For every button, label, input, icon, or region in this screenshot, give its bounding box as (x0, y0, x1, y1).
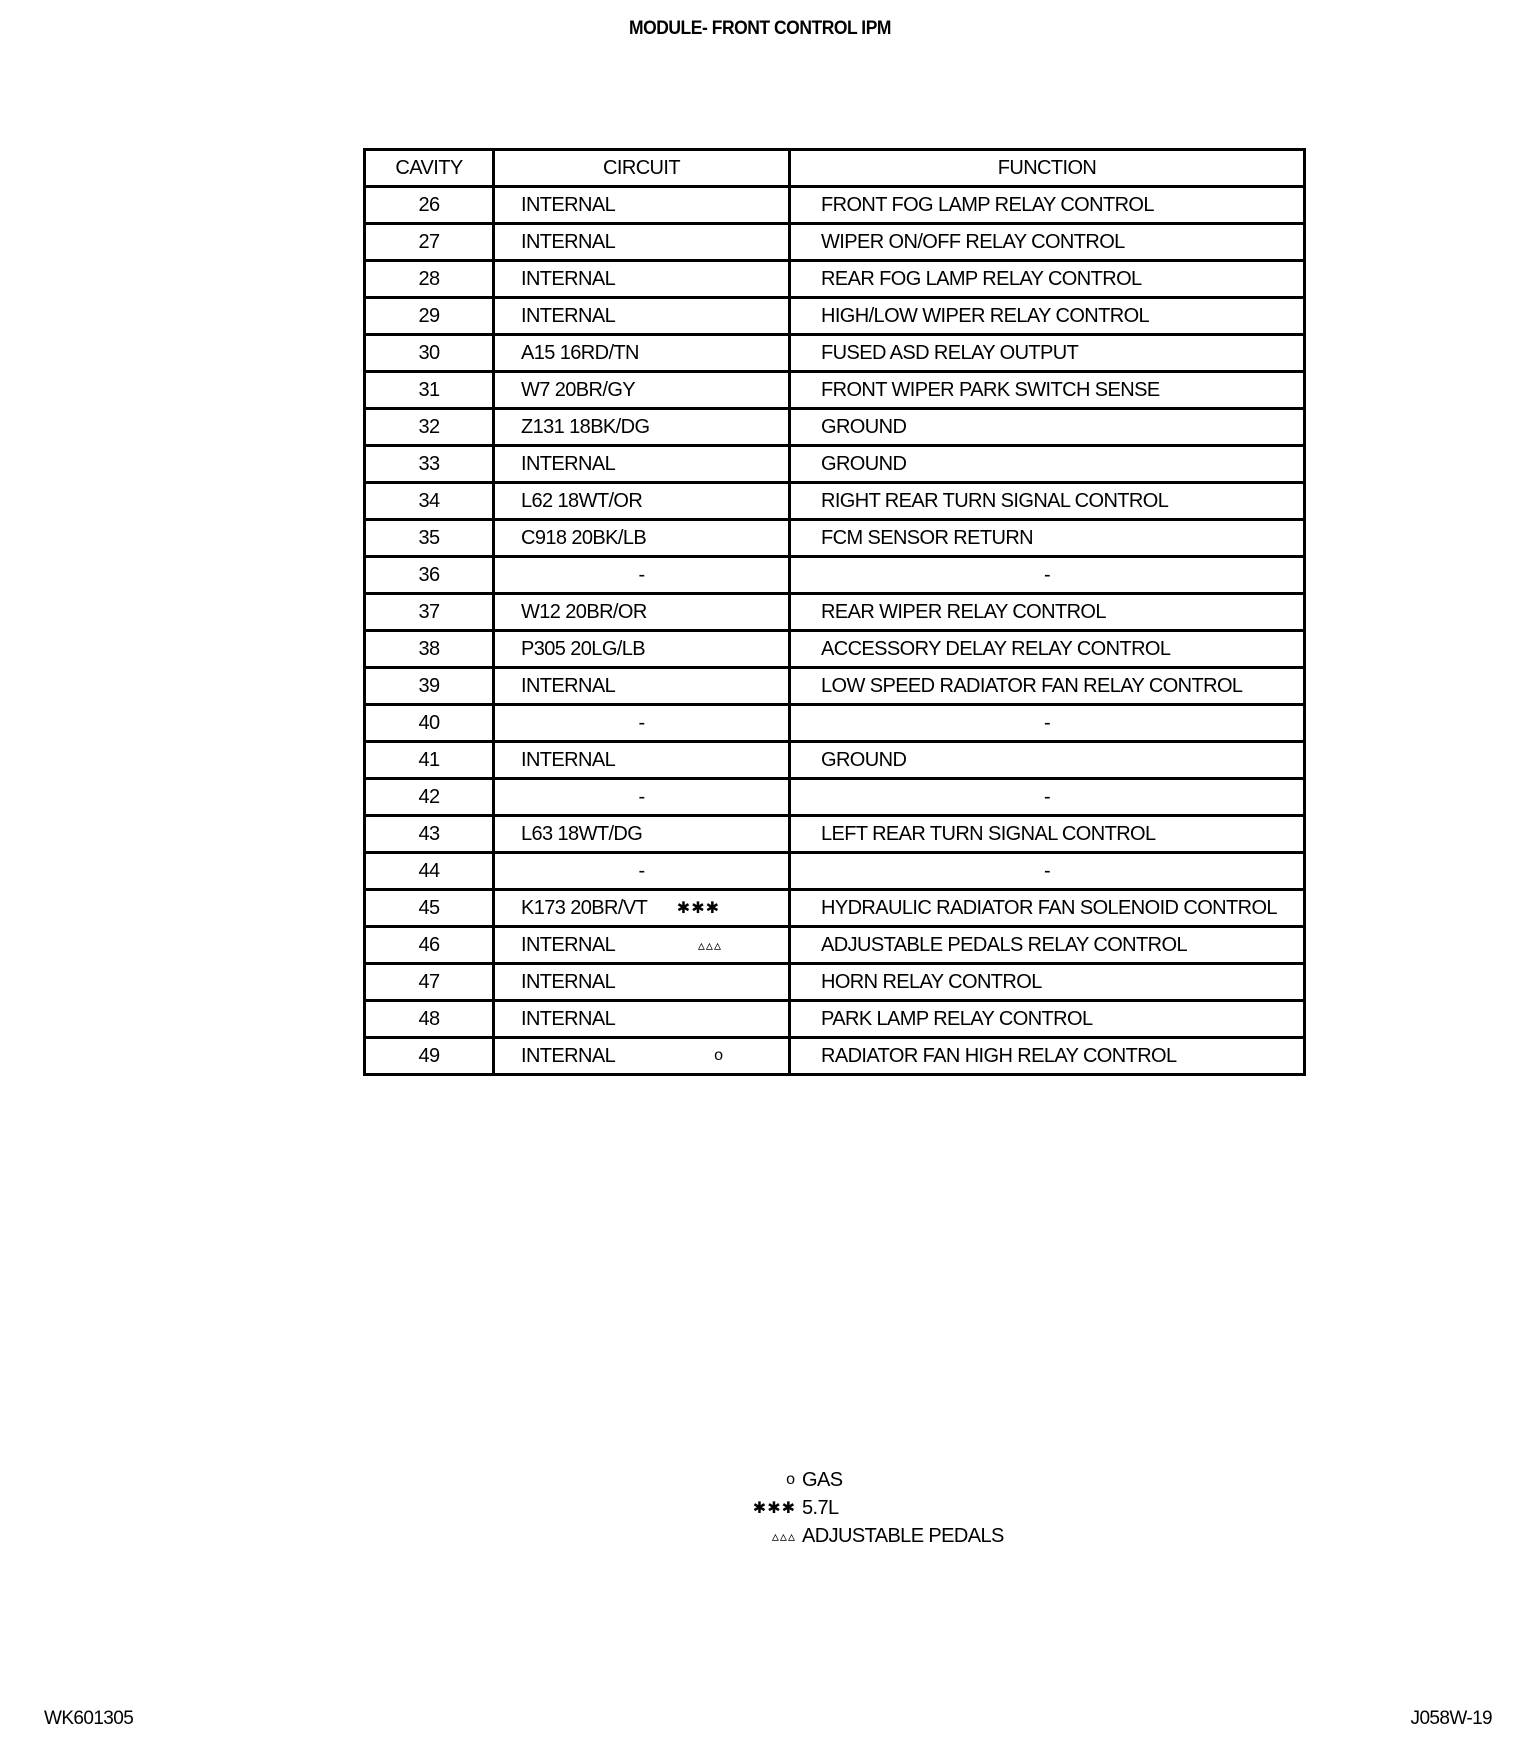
header-function: FUNCTION (790, 150, 1305, 187)
table-row (365, 261, 1305, 298)
circuit-text: Z131 18BK/DG (521, 415, 650, 438)
table-row (365, 927, 1305, 964)
function-text: RADIATOR FAN HIGH RELAY CONTROL (821, 1044, 1177, 1067)
function-cell (790, 705, 1305, 742)
cavity-cell: 46 (365, 927, 494, 964)
function-text: - (1043, 859, 1051, 882)
cavity-cell: 31 (365, 372, 494, 409)
table-row (365, 372, 1305, 409)
cavity-cell: 41 (365, 742, 494, 779)
function-text: - (1043, 563, 1051, 586)
cavity-cell: 48 (365, 1001, 494, 1038)
cavity-cell: 30 (365, 335, 494, 372)
function-text: GROUND (821, 452, 907, 475)
circuit-cell (494, 557, 790, 594)
function-text: HYDRAULIC RADIATOR FAN SOLENOID CONTROL (821, 896, 1277, 919)
circuit-cell (494, 261, 790, 298)
cavity-cell: 34 (365, 483, 494, 520)
legend-item-gas (740, 1466, 1004, 1494)
table-row (365, 779, 1305, 816)
function-text: HORN RELAY CONTROL (821, 970, 1042, 993)
circuit-text: W12 20BR/OR (521, 600, 647, 623)
function-text: PARK LAMP RELAY CONTROL (821, 1007, 1093, 1030)
circuit-cell (494, 779, 790, 816)
function-text: ACCESSORY DELAY RELAY CONTROL (821, 637, 1171, 660)
circuit-cell (494, 520, 790, 557)
circuit-text: L63 18WT/DG (521, 822, 643, 845)
circuit-cell (494, 409, 790, 446)
table-row (365, 594, 1305, 631)
circuit-cell (494, 594, 790, 631)
circuit-text: INTERNAL (521, 674, 616, 697)
circuit-text: INTERNAL (521, 267, 616, 290)
function-cell (790, 224, 1305, 261)
legend (740, 1466, 1004, 1550)
cavity-cell: 43 (365, 816, 494, 853)
footer-right-code: J058W-19 (1410, 1708, 1492, 1729)
circuit-text: - (638, 785, 645, 808)
cavity-cell: 45 (365, 890, 494, 927)
table-row (365, 224, 1305, 261)
circuit-cell (494, 483, 790, 520)
legend-item-adjustable-pedals (740, 1522, 1004, 1550)
function-cell (790, 668, 1305, 705)
function-cell (790, 557, 1305, 594)
function-text: ADJUSTABLE PEDALS RELAY CONTROL (821, 933, 1187, 956)
table-row (365, 335, 1305, 372)
cavity-cell: 38 (365, 631, 494, 668)
function-cell (790, 409, 1305, 446)
table-row (365, 1038, 1305, 1075)
circuit-text: INTERNAL (521, 230, 616, 253)
function-text: LEFT REAR TURN SIGNAL CONTROL (821, 822, 1156, 845)
function-cell (790, 261, 1305, 298)
cavity-cell: 49 (365, 1038, 494, 1075)
function-text: RIGHT REAR TURN SIGNAL CONTROL (821, 489, 1169, 512)
cavity-cell: 27 (365, 224, 494, 261)
function-cell (790, 372, 1305, 409)
table-row (365, 557, 1305, 594)
table-row (365, 1001, 1305, 1038)
circuit-cell (494, 890, 790, 927)
function-cell (790, 816, 1305, 853)
circuit-cell (494, 335, 790, 372)
circuit-cell (494, 668, 790, 705)
circuit-cell (494, 705, 790, 742)
table-header-row (365, 150, 1305, 187)
function-text: - (1043, 785, 1051, 808)
function-text: LOW SPEED RADIATOR FAN RELAY CONTROL (821, 674, 1243, 697)
function-cell (790, 890, 1305, 927)
table-row (365, 520, 1305, 557)
function-cell (790, 853, 1305, 890)
circle-marker-icon: o (714, 1047, 724, 1064)
asterisk-marker-icon: ✱✱✱ (676, 900, 720, 917)
circuit-cell (494, 298, 790, 335)
legend-label: ADJUSTABLE PEDALS (802, 1524, 1004, 1547)
circuit-cell (494, 816, 790, 853)
cavity-cell: 32 (365, 409, 494, 446)
function-cell (790, 927, 1305, 964)
circuit-text: - (638, 711, 645, 734)
function-cell (790, 964, 1305, 1001)
cavity-cell: 28 (365, 261, 494, 298)
legend-label: 5.7L (802, 1496, 839, 1519)
circuit-cell (494, 631, 790, 668)
connector-pinout-table (363, 148, 1306, 1076)
circuit-text: INTERNAL (521, 304, 616, 327)
circuit-cell (494, 927, 790, 964)
circuit-cell (494, 1001, 790, 1038)
triangle-marker-icon: ▵▵▵ (697, 936, 722, 953)
legend-item-5-7l (740, 1494, 1004, 1522)
circuit-text: - (638, 859, 645, 882)
cavity-cell: 37 (365, 594, 494, 631)
table-row (365, 816, 1305, 853)
circuit-text: A15 16RD/TN (521, 341, 639, 364)
cavity-cell: 39 (365, 668, 494, 705)
table-row (365, 668, 1305, 705)
function-cell (790, 742, 1305, 779)
function-text: GROUND (821, 748, 907, 771)
cavity-cell: 47 (365, 964, 494, 1001)
function-text: HIGH/LOW WIPER RELAY CONTROL (821, 304, 1150, 327)
function-text: WIPER ON/OFF RELAY CONTROL (821, 230, 1125, 253)
function-text: GROUND (821, 415, 907, 438)
cavity-cell: 36 (365, 557, 494, 594)
circuit-text: INTERNAL (521, 933, 616, 956)
circuit-text: K173 20BR/VT (521, 896, 648, 919)
function-text: - (1043, 711, 1051, 734)
function-cell (790, 187, 1305, 224)
circuit-text: INTERNAL (521, 970, 616, 993)
function-cell (790, 483, 1305, 520)
cavity-cell: 35 (365, 520, 494, 557)
function-cell (790, 520, 1305, 557)
legend-label: GAS (802, 1468, 843, 1491)
circuit-text: - (638, 563, 645, 586)
circuit-text: INTERNAL (521, 452, 616, 475)
circuit-cell (494, 372, 790, 409)
function-cell (790, 1001, 1305, 1038)
cavity-cell: 33 (365, 446, 494, 483)
table-row (365, 964, 1305, 1001)
table-row (365, 631, 1305, 668)
circle-marker-icon: o (786, 1471, 796, 1488)
function-text: FRONT FOG LAMP RELAY CONTROL (821, 193, 1154, 216)
cavity-cell: 29 (365, 298, 494, 335)
function-cell (790, 594, 1305, 631)
circuit-text: P305 20LG/LB (521, 637, 646, 660)
function-text: REAR FOG LAMP RELAY CONTROL (821, 267, 1142, 290)
function-cell (790, 631, 1305, 668)
cavity-cell: 42 (365, 779, 494, 816)
table-row (365, 705, 1305, 742)
circuit-text: C918 20BK/LB (521, 526, 647, 549)
function-cell (790, 298, 1305, 335)
triangle-marker-icon: ▵▵▵ (771, 1527, 796, 1544)
footer-left-code: WK601305 (44, 1708, 134, 1729)
circuit-cell (494, 964, 790, 1001)
circuit-text: INTERNAL (521, 1007, 616, 1030)
circuit-cell (494, 853, 790, 890)
cavity-cell: 40 (365, 705, 494, 742)
circuit-text: W7 20BR/GY (521, 378, 636, 401)
function-cell (790, 335, 1305, 372)
circuit-cell (494, 1038, 790, 1075)
circuit-cell (494, 224, 790, 261)
table-row (365, 483, 1305, 520)
header-cavity: CAVITY (365, 150, 494, 187)
cavity-cell: 44 (365, 853, 494, 890)
circuit-cell (494, 187, 790, 224)
asterisk-marker-icon: ✱✱✱ (752, 1500, 796, 1517)
table-row (365, 742, 1305, 779)
cavity-cell: 26 (365, 187, 494, 224)
table-row (365, 298, 1305, 335)
circuit-text: INTERNAL (521, 748, 616, 771)
circuit-cell (494, 742, 790, 779)
function-text: FCM SENSOR RETURN (821, 526, 1034, 549)
circuit-cell (494, 446, 790, 483)
table-row (365, 446, 1305, 483)
table-row (365, 890, 1305, 927)
function-text: FRONT WIPER PARK SWITCH SENSE (821, 378, 1160, 401)
function-cell (790, 779, 1305, 816)
function-text: FUSED ASD RELAY OUTPUT (821, 341, 1079, 364)
circuit-text: INTERNAL (521, 193, 616, 216)
function-text: REAR WIPER RELAY CONTROL (821, 600, 1106, 623)
page-title: MODULE- FRONT CONTROL IPM (628, 18, 891, 39)
function-cell (790, 446, 1305, 483)
circuit-text: INTERNAL (521, 1044, 616, 1067)
table-row (365, 409, 1305, 446)
table-row (365, 187, 1305, 224)
header-circuit: CIRCUIT (494, 150, 790, 187)
function-cell (790, 1038, 1305, 1075)
circuit-text: L62 18WT/OR (521, 489, 643, 512)
table-row (365, 853, 1305, 890)
